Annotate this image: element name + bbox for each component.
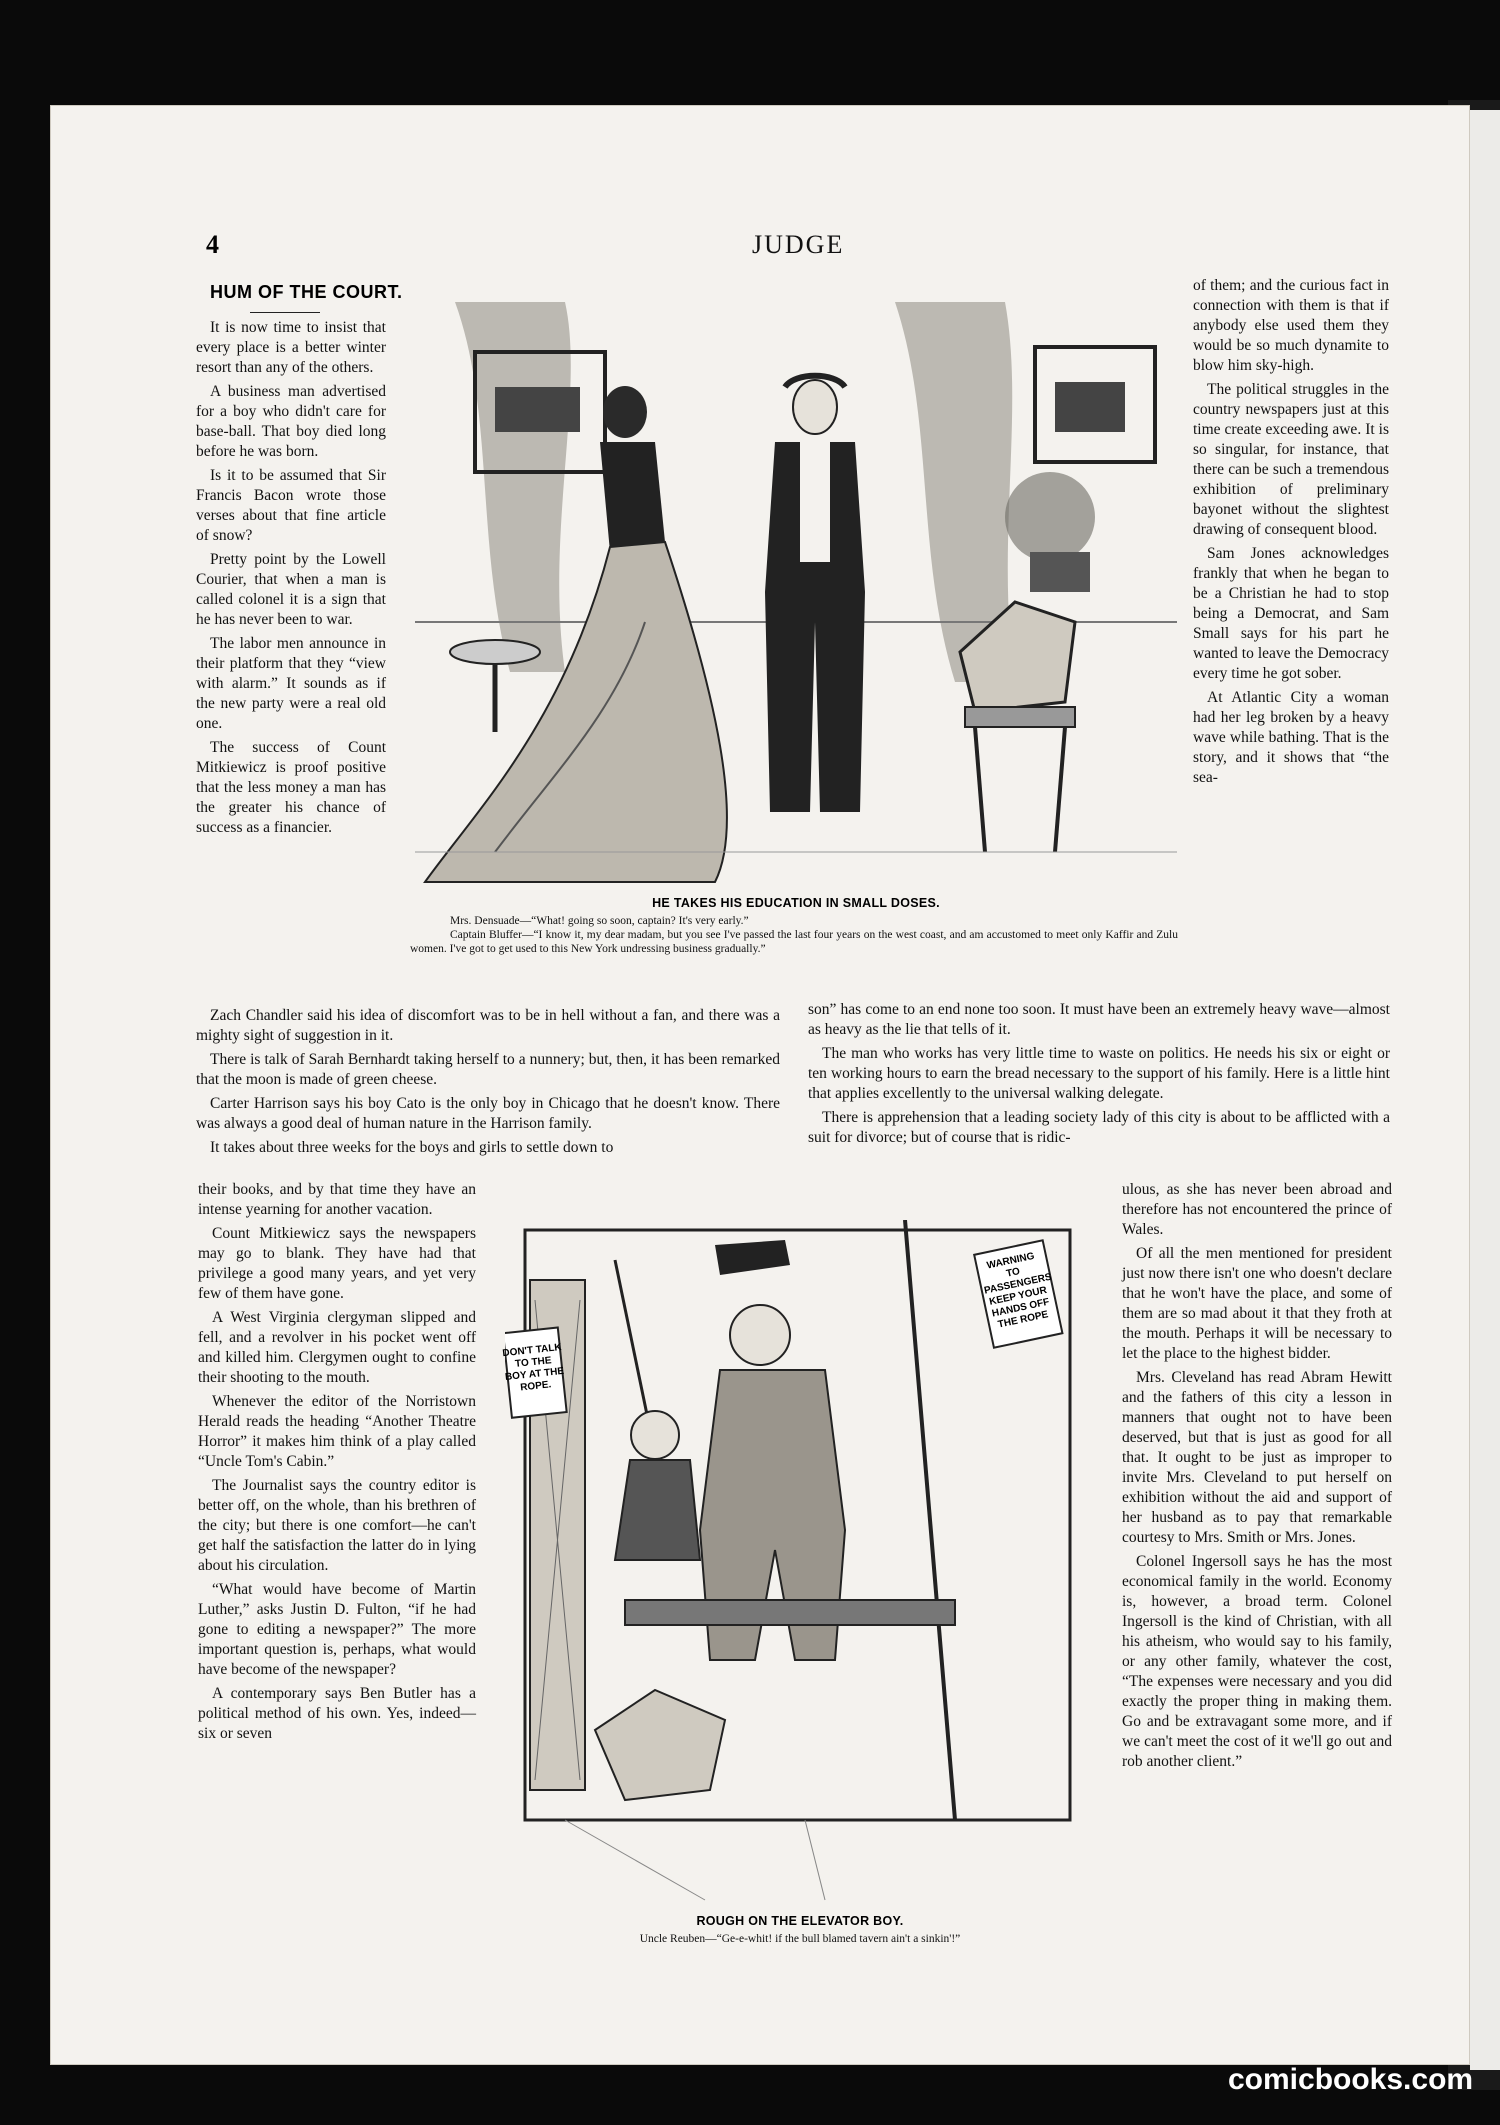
paragraph: Carter Harrison says his boy Cato is the only boy in Chicago that he doesn't know. There was always a good deal of human nature in the Harrison family. — [196, 1095, 780, 1132]
middle-left-text — [196, 1006, 780, 1162]
paragraph: of them; and the curious fact in connection with them is that if anybody else used them they would be so much dynamite to blow him sky-high. — [1193, 277, 1389, 374]
paragraph: There is apprehension that a leading society lady of this city is about to be afflicted with a suit for divorce; but of course that is ridic- — [808, 1109, 1390, 1146]
paragraph: A contemporary says Ben Butler has a political method of his own. Yes, indeed—six or seven — [198, 1685, 476, 1742]
paragraph: The political struggles in the country newspapers just at this time create exceeding awe. It is so singular, for instance, that there can be such a tremendous exhibition of preliminary bayonet without the slightest drawing of consequent blood. — [1193, 381, 1389, 538]
illustration2-title: ROUGH ON THE ELEVATOR BOY. — [696, 1914, 904, 1928]
illustration-parlor-scene — [415, 292, 1177, 892]
paragraph: “What would have become of Martin Luther,” asks Justin D. Fulton, “if he had gone to editing a newspaper?” The more important question is, perhaps, what would have become of the newspaper? — [198, 1581, 476, 1678]
section-title: HUM OF THE COURT. — [210, 282, 403, 302]
caption-line: Mrs. Densuade—“What! going so soon, captain? It's very early.” — [450, 915, 749, 927]
paragraph: Colonel Ingersoll says he has the most economical family in the world. Economy is, however, a broad term. Colonel Ingersoll is the kind of Christian, with all his atheism, who would say to his family, or any other family, whatever the cost, “The expenses were necessary and you did exactly the proper thing in making them. Go and be extravagant some more, and if we can't meet the cost of it we'll go out and rob another client.” — [1122, 1553, 1392, 1770]
paragraph: A business man advertised for a boy who didn't care for base-ball. That boy died long before he was born. — [196, 383, 386, 460]
paragraph: There is talk of Sarah Bernhardt taking herself to a nunnery; but, then, it has been remarked that the moon is made of green cheese. — [196, 1051, 780, 1088]
paragraph: Of all the men mentioned for president just now there isn't one who doesn't declare that he won't have the place, and some of them are so mad about it that they froth at the mouth. Perhaps it will be necessary to let the place to the highest bidder. — [1122, 1245, 1392, 1362]
masthead: JUDGE — [752, 230, 845, 259]
illustration1-caption — [410, 914, 1178, 956]
middle-right-text — [808, 1000, 1390, 1152]
section-rule — [250, 312, 320, 313]
page-number: 4 — [206, 230, 219, 259]
caption-line: Captain Bluffer—“I know it, my dear madam, but you see I've passed the last four years on the west coast, and am accustomed to meet only Kaffir and Zulu women. I've got to get used to this New York undressing business gradually.” — [410, 929, 1178, 955]
next-page-edge — [1470, 110, 1500, 2070]
sign-right: WARNING TO PASSENGERS KEEP YOUR HANDS OFF THE ROPE — [983, 1250, 1053, 1331]
paragraph: Mrs. Cleveland has read Abram Hewitt and the fathers of this city a lesson in manners that ought not to have been deserved, but that is just as good for all that. It ought to be just as improper to invite Mrs. Cleveland to put herself on exhibition without the aid and support of her husband as to pay that remarkable courtesy to Mrs. Smith or Mrs. Jones. — [1122, 1369, 1392, 1546]
left-column-bottom — [198, 1180, 476, 1748]
paragraph: The labor men announce in their platform that they “view with alarm.” It sounds as if the new party were a real old one. — [196, 635, 386, 732]
left-column-top — [196, 318, 386, 842]
illustration1-title: HE TAKES HIS EDUCATION IN SMALL DOSES. — [652, 896, 940, 910]
paragraph: Zach Chandler said his idea of discomfort was to be in hell without a fan, and there was a mighty sight of suggestion in it. — [196, 1007, 780, 1044]
site-watermark: comicbooks.com — [1228, 2063, 1474, 2096]
right-column-top — [1193, 276, 1389, 792]
illustration2-caption: Uncle Reuben—“Ge-e-whit! if the bull blamed tavern ain't a sinkin'!” — [639, 1933, 961, 1945]
paragraph: Pretty point by the Lowell Courier, that when a man is called colonel it is a sign that he has never been to war. — [196, 551, 386, 628]
paragraph: It is now time to insist that every place is a better winter resort than any of the others. — [196, 319, 386, 376]
paragraph: Sam Jones acknowledges frankly that when he began to be a Christian he had to stop being a Democrat, and Sam Small says for his part he wanted to leave the Democracy every time he got sober. — [1193, 545, 1389, 682]
paragraph: Is it to be assumed that Sir Francis Bacon wrote those verses about that fine article of snow? — [196, 467, 386, 544]
paragraph: Count Mitkiewicz says the newspapers may go to blank. They have had that privilege a good many years, and yet very few of them have gone. — [198, 1225, 476, 1302]
paragraph: son” has come to an end none too soon. It must have been an extremely heavy wave—almost as heavy as the lie that tells of it. — [808, 1001, 1390, 1038]
paragraph: The Journalist says the country editor is better off, on the whole, than his brethren of the city; but there is one comfort—he can't get half the satisfaction the latter do in lying about his circulation. — [198, 1477, 476, 1574]
paragraph: A West Virginia clergyman slipped and fell, and a revolver in his pocket went off and killed him. Clergymen ought to confine their shooting to the mouth. — [198, 1309, 476, 1386]
paragraph: The success of Count Mitkiewicz is proof positive that the less money a man has the greater his chance of success as a financier. — [196, 739, 386, 836]
paragraph: At Atlantic City a woman had her leg broken by a heavy wave while bathing. That is the story, and it shows that “the sea- — [1193, 689, 1389, 786]
paragraph: ulous, as she has never been abroad and therefore has not encountered the prince of Wales. — [1122, 1181, 1392, 1238]
right-column-bottom — [1122, 1180, 1392, 1776]
paragraph: It takes about three weeks for the boys and girls to settle down to — [210, 1139, 614, 1156]
paragraph: their books, and by that time they have an intense yearning for another vacation. — [198, 1181, 476, 1218]
paragraph: Whenever the editor of the Norristown Herald reads the heading “Another Theatre Horror” it makes him think of a play called “Uncle Tom's Cabin.” — [198, 1393, 476, 1470]
paragraph: The man who works has very little time to waste on politics. He needs his six or eight or ten working hours to earn the bread necessary to the support of his family. Here is a little hint that applies excellently to the universal walking delegate. — [808, 1045, 1390, 1102]
sign-left: DON'T TALK TO THE BOY AT THE ROPE. — [501, 1342, 565, 1394]
